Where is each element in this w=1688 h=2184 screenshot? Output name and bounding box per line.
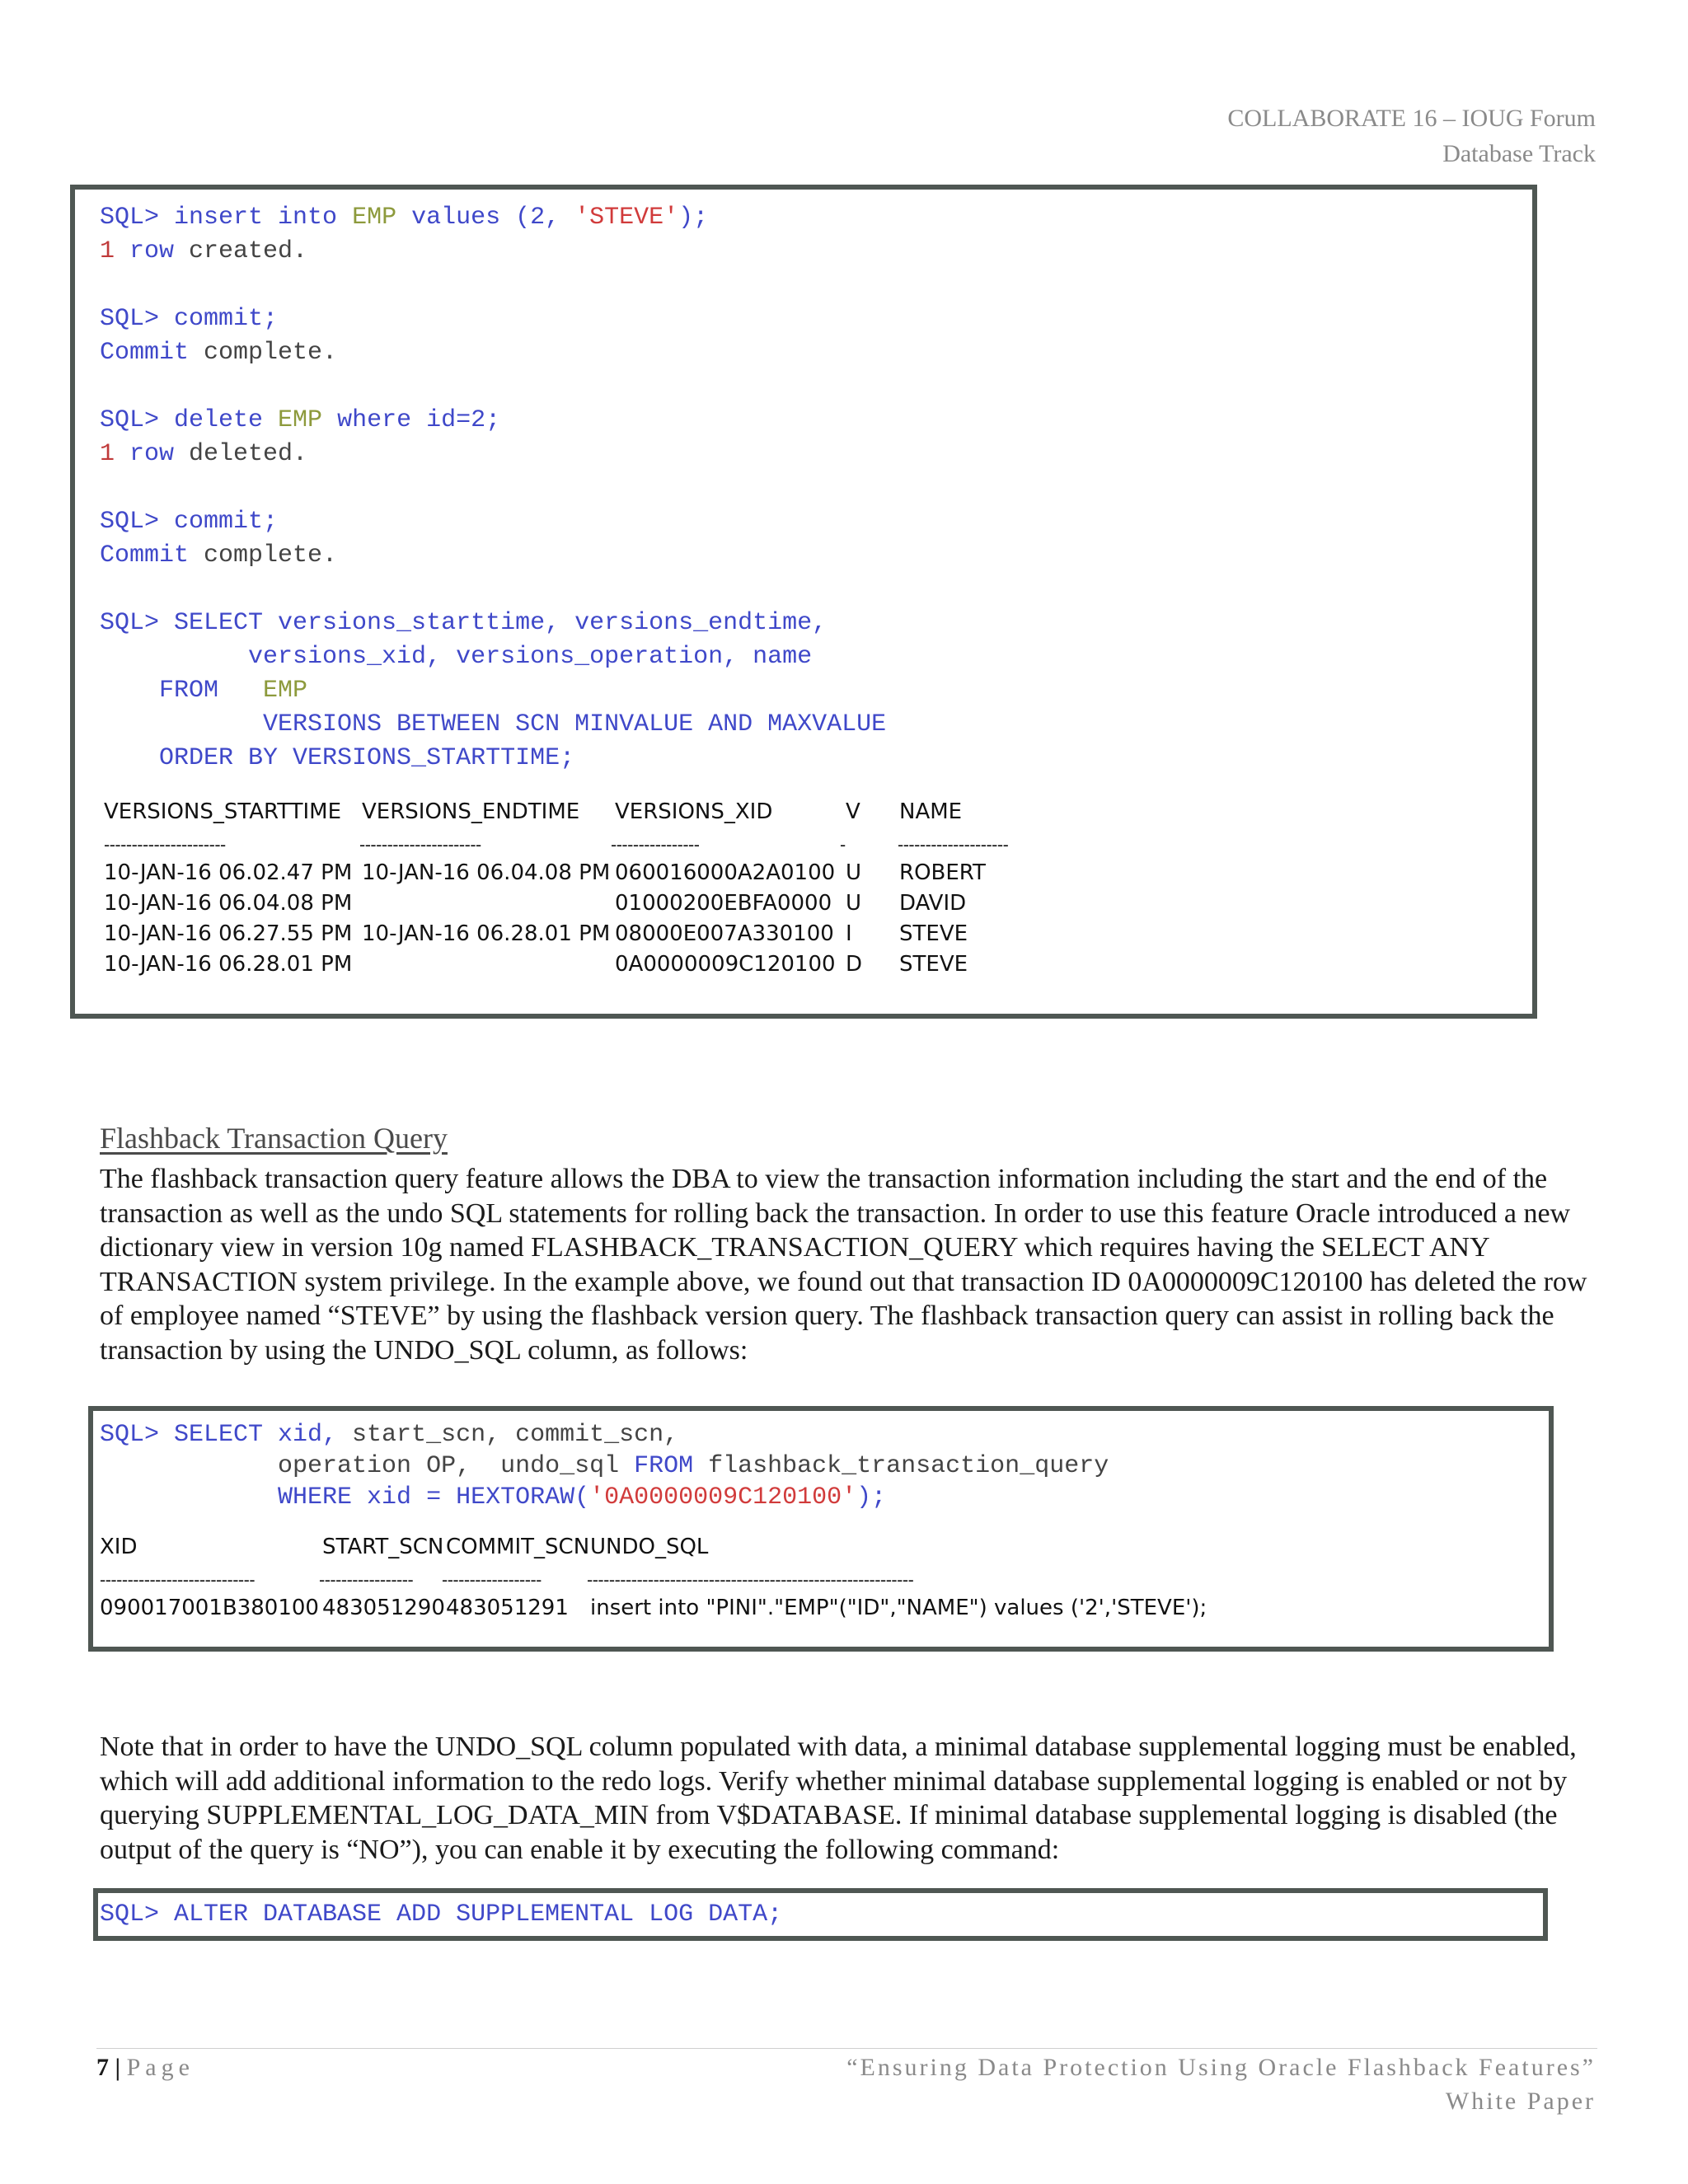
table-cell: VERSIONS_STARTTIME	[104, 799, 342, 824]
table-cell: 483051290	[322, 1596, 445, 1620]
footer-page-number: 7 | Page	[96, 2054, 195, 2081]
table-cell: -----------------------------------------------------------	[587, 1570, 914, 1590]
table-cell: 10-JAN-16 06.04.08 PM	[104, 891, 353, 916]
table-cell: XID	[100, 1535, 138, 1559]
table-cell: ----------------	[611, 835, 700, 855]
table-cell: COMMIT_SCN	[446, 1535, 590, 1559]
code-box-versions-query	[70, 185, 1537, 1019]
code-line: SQL> commit;	[100, 305, 279, 333]
table-cell: 090017001B380100	[100, 1596, 319, 1620]
table-cell: 0A0000009C120100	[615, 952, 836, 977]
code-line: SQL> ALTER DATABASE ADD SUPPLEMENTAL LOG DATA;	[100, 1900, 783, 1929]
table-cell: VERSIONS_XID	[615, 799, 773, 824]
table-cell: 10-JAN-16 06.27.55 PM	[104, 921, 353, 946]
code-line: 1 row deleted.	[100, 440, 308, 468]
table-cell: insert into "PINI"."EMP"("ID","NAME") values ('2','STEVE');	[590, 1596, 1207, 1620]
code-line: SQL> insert into EMP values (2, 'STEVE');	[100, 204, 709, 232]
footer-divider	[96, 2048, 1597, 2049]
page-header	[1227, 101, 1596, 171]
code-line: Commit complete.	[100, 541, 338, 569]
code-line: ORDER BY VERSIONS_STARTTIME;	[100, 744, 575, 772]
section-title: Flashback Transaction Query	[100, 1122, 448, 1155]
code-box-alter-database	[93, 1888, 1548, 1941]
table-cell: 10-JAN-16 06.28.01 PM	[362, 921, 611, 946]
table-cell: --------------------	[898, 835, 1009, 855]
paragraph-flashback-transaction: The flashback transaction query feature allows the DBA to view the transaction information including the start and the end of the transaction as well as the undo SQL statements for rolling back the transaction. In order to use this feature Oracle introduced a new dictionary view in version 10g named FLASHBACK_TRANSACTION_QUERY which requires having the SELECT ANY TRANSACTION system privilege. In the example above, we found out that transaction ID 0A0000009C120100 has deleted the row of employee named “STEVE” by using the flashback version query. The flashback transaction query can assist in rolling back the transaction by using the UNDO_SQL column, as follows:	[100, 1164, 1587, 1366]
footer-subtitle: White Paper	[1445, 2088, 1596, 2115]
table-cell: U	[846, 891, 862, 916]
table-cell: 08000E007A330100	[615, 921, 834, 946]
code-line: Commit complete.	[100, 339, 338, 367]
table-cell: STEVE	[899, 952, 968, 977]
code-line: operation OP, undo_sql FROM flashback_transaction_query	[100, 1452, 1109, 1480]
code-block-1	[100, 201, 886, 776]
footer-title: “Ensuring Data Protection Using Oracle Flashback Features”	[846, 2054, 1596, 2081]
code-line: 1 row created.	[100, 237, 308, 265]
table-cell: 10-JAN-16 06.28.01 PM	[104, 952, 353, 977]
header-track: Database Track	[1442, 140, 1596, 167]
code-line: VERSIONS BETWEEN SCN MINVALUE AND MAXVALUE	[100, 710, 887, 738]
code-box-transaction-query	[88, 1406, 1554, 1652]
table-cell: 060016000A2A0100	[615, 860, 836, 885]
code-line: FROM EMP	[100, 677, 308, 705]
code-block-2	[100, 1419, 1109, 1513]
table-cell: 10-JAN-16 06.02.47 PM	[104, 860, 353, 885]
table-cell: ROBERT	[899, 860, 986, 885]
table-cell: -----------------	[319, 1570, 414, 1590]
table-cell: -	[840, 835, 846, 855]
table-cell: ------------------	[442, 1570, 542, 1590]
table-cell: 483051291	[446, 1596, 569, 1620]
code-line: SQL> SELECT versions_starttime, versions_endtime,	[100, 609, 828, 637]
table-cell: NAME	[899, 799, 963, 824]
table-cell: ----------------------	[104, 835, 226, 855]
code-line: SQL> delete EMP where id=2;	[100, 406, 501, 434]
paragraph-supplemental-logging: Note that in order to have the UNDO_SQL column populated with data, a minimal database supplemental logging must be enabled, which will add additional information to the redo logs. Verify whether minimal database supplemental logging is enabled or not by querying SUPPLEMENTAL_LOG_DATA_MIN from V$DATABASE. If minimal database supplemental logging is disabled (the output of the query is “NO”), you can enable it by executing the following command:	[100, 1732, 1577, 1865]
footer-document-title	[846, 2050, 1596, 2118]
table-cell: STEVE	[899, 921, 968, 946]
table-cell: 01000200EBFA0000	[615, 891, 832, 916]
table-cell: V	[846, 799, 860, 824]
table-cell: DAVID	[899, 891, 967, 916]
table-cell: 10-JAN-16 06.04.08 PM	[362, 860, 611, 885]
table-cell: UNDO_SQL	[590, 1535, 709, 1559]
table-cell: I	[846, 921, 852, 946]
table-cell: U	[846, 860, 862, 885]
table-cell: START_SCN	[322, 1535, 444, 1559]
code-line: SQL> commit;	[100, 508, 279, 536]
code-line: versions_xid, versions_operation, name	[100, 643, 813, 671]
table-cell: ----------------------------	[100, 1570, 256, 1590]
table-cell: VERSIONS_ENDTIME	[362, 799, 580, 824]
table-cell: ----------------------	[359, 835, 481, 855]
table-cell: D	[846, 952, 863, 977]
code-line: SQL> SELECT xid, start_scn, commit_scn,	[100, 1421, 679, 1449]
code-line: WHERE xid = HEXTORAW('0A0000009C120100');	[100, 1483, 887, 1511]
header-conference: COLLABORATE 16 – IOUG Forum	[1227, 105, 1596, 132]
